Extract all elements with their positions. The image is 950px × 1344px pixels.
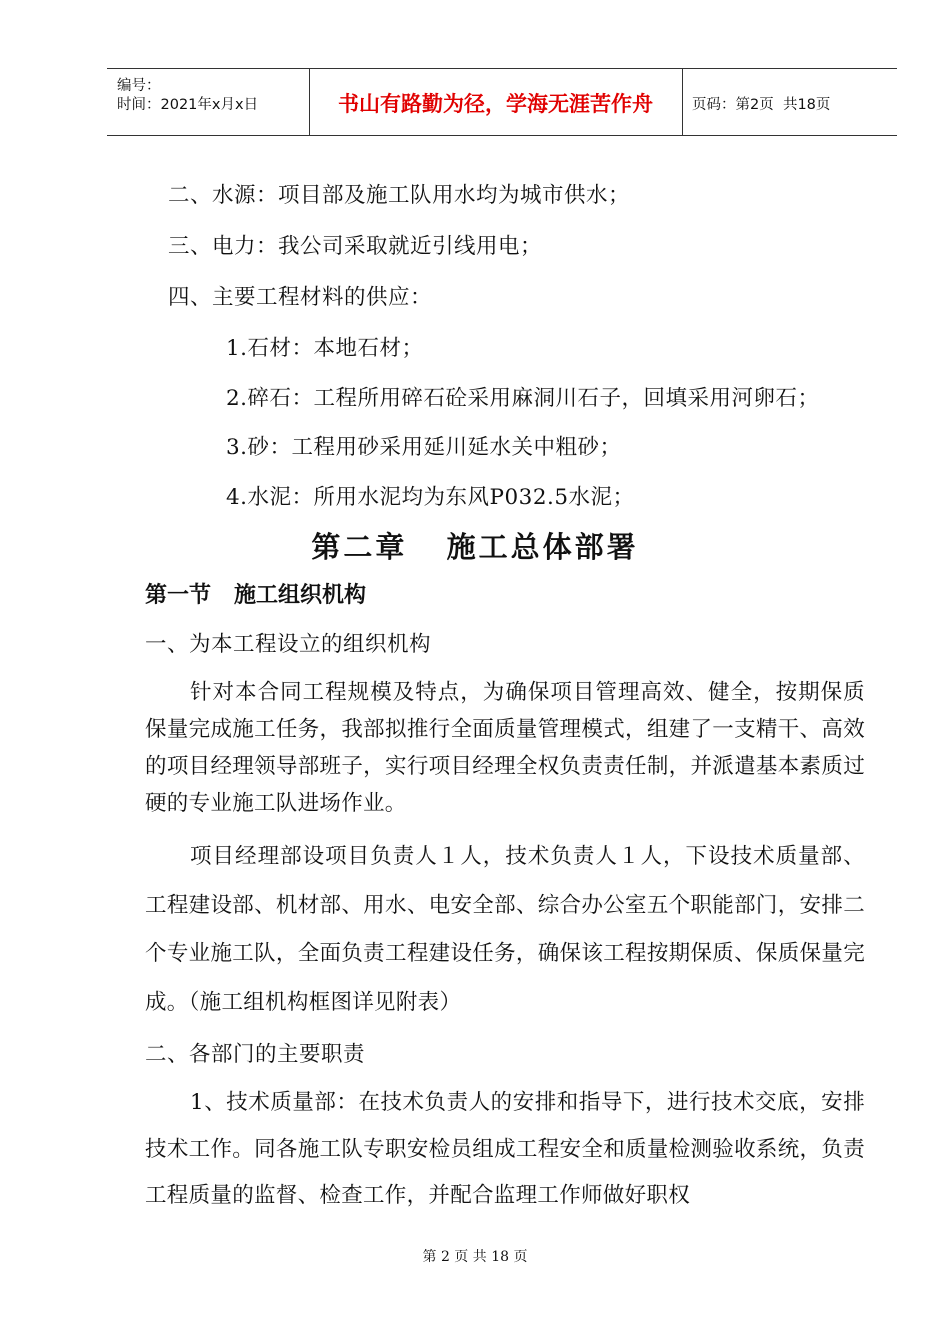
water-supply-line: 二、水源：项目部及施工队用水均为城市供水； [168, 183, 631, 208]
chapter-title: 第二章 施工总体部署 [311, 530, 639, 564]
section-title: 第一节 施工组织机构 [145, 582, 366, 608]
paragraph-technical-quality-dept: 1、技术质量部：在技术负责人的安排和指导下，进行技术交底，安排技术工作。同各施工队专职安检员组成工程安全和质量检测验收系统，负责工程质量的监督、检查工作，并配合监理工作师做好职权 [145, 1090, 865, 1208]
header-divider [682, 69, 683, 135]
paragraph-organization-intro: 针对本合同工程规模及特点，为确保项目管理高效、健全，按期保质保量完成施工任务，我部拟推行全面质量管理模式，组建了一支精干、高效的项目经理领导部班子，实行项目经理全权负责责任制，并派遣基本素质过硬的专业施工队进场作业。 [145, 680, 865, 816]
material-cement: 4.水泥：所用水泥均为东风P032.5水泥； [226, 485, 635, 510]
header-motto: 书山有路勤为径，学海无涯苦作舟 [338, 92, 653, 116]
page-footer: 第 2 页 共 18 页 [422, 1249, 528, 1265]
document-time-label: 时间：2021年x月x日 [117, 97, 259, 113]
power-supply-line: 三、电力：我公司采取就近引线用电； [168, 234, 543, 259]
material-stone: 1.石材：本地石材； [226, 336, 424, 361]
subheading-organization: 一、为本工程设立的组织机构 [145, 632, 432, 657]
header-meta [117, 77, 258, 115]
paragraph-department-setup: 项目经理部设项目负责人１人，技术负责人１人，下设技术质量部、工程建设部、机材部、用水、电安全部、综合办公室五个职能部门，安排二个专业施工队，全面负责工程建设任务，确保该工程按期保质、保质保量完成。（施工组机构框图详见附表） [145, 844, 865, 1015]
subheading-responsibilities: 二、各部门的主要职责 [145, 1042, 366, 1067]
header-page-info: 页码：第2页 共18页 [692, 96, 831, 113]
header-table [107, 68, 897, 136]
material-gravel: 2.碎石：工程所用碎石砼采用麻洞川石子，回填采用河卵石； [226, 386, 820, 411]
material-sand: 3.砂：工程用砂采用延川延水关中粗砂； [226, 435, 622, 460]
document-number-label: 编号： [117, 78, 161, 94]
materials-heading: 四、主要工程材料的供应： [168, 285, 433, 310]
